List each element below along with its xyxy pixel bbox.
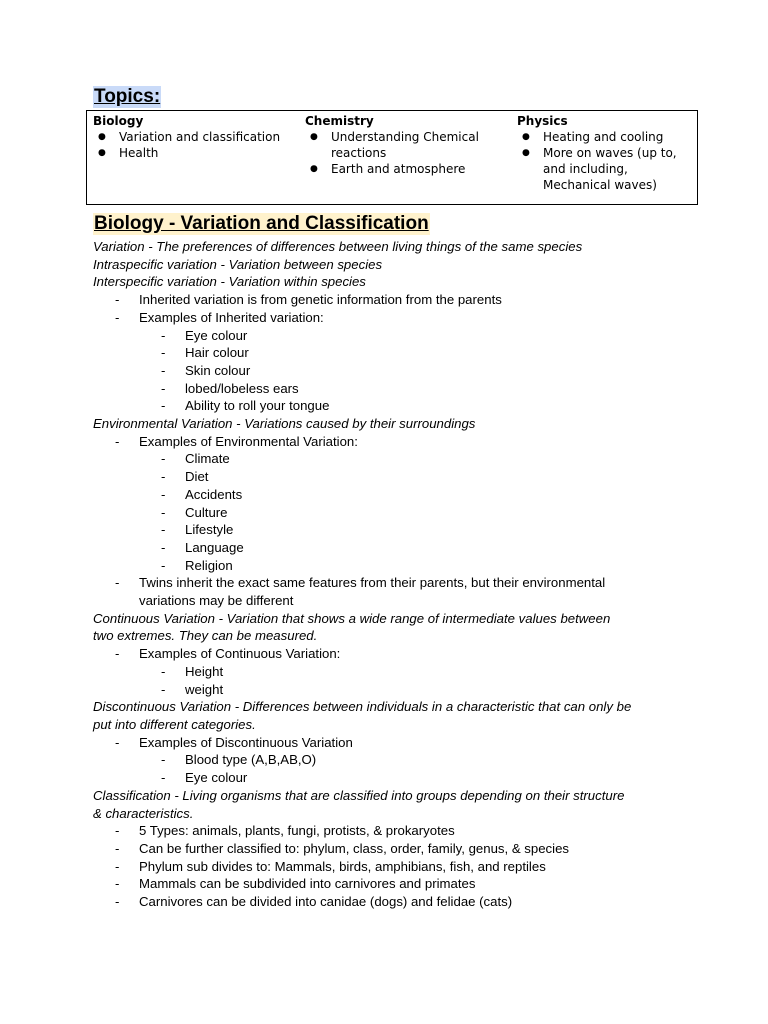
line-text: Interspecific variation - Variation within species (93, 274, 366, 290)
line-text: put into different categories. (93, 716, 256, 732)
list-item (93, 751, 683, 769)
list-item (93, 521, 683, 539)
definition-line (93, 610, 683, 628)
line-text: Eye colour (185, 327, 248, 343)
line-text: Culture (185, 504, 228, 520)
line-text: & characteristics. (93, 805, 194, 821)
topic-item: ● Health (98, 146, 159, 160)
list-item (93, 433, 683, 451)
definition-line (93, 698, 683, 716)
list-item (93, 875, 683, 893)
dash-bullet-icon: - (161, 770, 166, 786)
dash-bullet-icon: - (161, 398, 166, 414)
dash-bullet-icon: - (161, 504, 166, 520)
dash-bullet-icon: - (161, 327, 166, 343)
line-text: Examples of Environmental Variation: (139, 433, 358, 449)
list-item (93, 486, 683, 504)
list-item (93, 645, 683, 663)
line-text: Can be further classified to: phylum, class, order, family, genus, & species (139, 840, 570, 856)
line-text: Intraspecific variation - Variation between species (93, 256, 383, 272)
topic-list (87, 129, 297, 161)
line-text: variations may be different (139, 593, 294, 609)
list-item (93, 468, 683, 486)
line-text: Phylum sub divides to: Mammals, birds, amphibians, fish, and reptiles (139, 858, 546, 874)
list-item (93, 450, 683, 468)
topic-item: ● Earth and atmosphere (310, 162, 466, 176)
section-heading: Biology - Variation and Classification (94, 213, 429, 234)
list-item (93, 309, 683, 327)
dash-bullet-icon: - (115, 858, 120, 874)
dash-bullet-icon: - (161, 557, 166, 573)
line-text: Language (185, 539, 244, 555)
line-text: Accidents (185, 486, 243, 502)
dash-bullet-icon: - (115, 876, 120, 892)
list-item (93, 397, 683, 415)
topic-list (511, 129, 697, 193)
line-text: Lifestyle (185, 522, 234, 538)
dash-bullet-icon: - (161, 451, 166, 467)
dash-bullet-icon: - (161, 752, 166, 768)
line-text: 5 Types: animals, plants, fungi, protists, & prokaryotes (139, 823, 455, 839)
topic-item: ● More on waves (up to, and including, Mechanical waves) (522, 146, 677, 192)
line-text: Examples of Discontinuous Variation (139, 734, 353, 750)
list-item (93, 380, 683, 398)
bullet-icon: ● (310, 132, 318, 142)
dash-bullet-icon: - (115, 734, 120, 750)
line-text: Diet (185, 469, 209, 485)
list-item (93, 592, 683, 610)
line-text: Twins inherit the exact same features from their parents, but their environmental (139, 575, 606, 591)
dash-bullet-icon: - (161, 539, 166, 555)
topic-column-title: Biology (93, 114, 144, 128)
dash-bullet-icon: - (115, 433, 120, 449)
line-text: Discontinuous Variation - Differences between individuals in a characteristic that can only be (93, 699, 632, 715)
topic-column-title: Physics (517, 114, 568, 128)
line-text: Religion (185, 557, 233, 573)
dash-bullet-icon: - (161, 345, 166, 361)
dash-bullet-icon: - (115, 292, 120, 308)
dash-bullet-icon: - (161, 469, 166, 485)
dash-bullet-icon: - (115, 575, 120, 591)
topics-table (86, 110, 698, 205)
definition-line (93, 805, 683, 823)
dash-bullet-icon: - (115, 823, 120, 839)
line-text: weight (185, 681, 224, 697)
dash-bullet-icon: - (161, 681, 166, 697)
definition-line (93, 627, 683, 645)
line-text: lobed/lobeless ears (185, 380, 299, 396)
list-item (93, 574, 683, 592)
list-item (93, 327, 683, 345)
topic-column-biology (87, 113, 297, 161)
line-text: Continuous Variation - Variation that shows a wide range of intermediate values between (93, 610, 611, 626)
notes-body (93, 238, 683, 911)
line-text: Climate (185, 451, 230, 467)
bullet-icon: ● (310, 164, 318, 174)
dash-bullet-icon: - (161, 380, 166, 396)
list-item (93, 769, 683, 787)
topic-item: ● Variation and classification (98, 130, 281, 144)
line-text: Environmental Variation - Variations caused by their surroundings (93, 416, 476, 432)
list-item (93, 291, 683, 309)
topic-column-chemistry (299, 113, 509, 177)
topic-list (299, 129, 509, 177)
list-item (93, 504, 683, 522)
list-item (93, 557, 683, 575)
dash-bullet-icon: - (161, 362, 166, 378)
topic-column-title: Chemistry (305, 114, 374, 128)
line-text: Examples of Inherited variation: (139, 309, 324, 325)
dash-bullet-icon: - (115, 840, 120, 856)
list-item (93, 858, 683, 876)
definition-line (93, 716, 683, 734)
line-text: Eye colour (185, 770, 248, 786)
definition-line (93, 273, 683, 291)
list-item (93, 344, 683, 362)
dash-bullet-icon: - (161, 663, 166, 679)
topic-item: ● Understanding Chemical reactions (310, 130, 479, 160)
bullet-icon: ● (522, 132, 530, 142)
list-item (93, 663, 683, 681)
definition-line (93, 415, 683, 433)
line-text: Skin colour (185, 362, 251, 378)
topic-item: ● Heating and cooling (522, 130, 664, 144)
list-item (93, 840, 683, 858)
line-text: Ability to roll your tongue (185, 398, 330, 414)
definition-line (93, 256, 683, 274)
bullet-icon: ● (98, 132, 106, 142)
list-item (93, 822, 683, 840)
dash-bullet-icon: - (115, 646, 120, 662)
list-item (93, 362, 683, 380)
list-item (93, 893, 683, 911)
dash-bullet-icon: - (161, 486, 166, 502)
line-text: Classification - Living organisms that are classified into groups depending on their structure (93, 787, 625, 803)
line-text: Inherited variation is from genetic information from the parents (139, 292, 502, 308)
line-text: Mammals can be subdivided into carnivores and primates (139, 876, 476, 892)
line-text: Height (185, 663, 224, 679)
line-text: Examples of Continuous Variation: (139, 646, 341, 662)
list-item (93, 539, 683, 557)
list-item (93, 734, 683, 752)
definition-line (93, 787, 683, 805)
bullet-icon: ● (98, 148, 106, 158)
line-text: Hair colour (185, 345, 249, 361)
line-text: Blood type (A,B,AB,O) (185, 752, 317, 768)
line-text: Carnivores can be divided into canidae (dogs) and felidae (cats) (139, 894, 513, 910)
line-text: two extremes. They can be measured. (93, 628, 318, 644)
topics-heading: Topics: (94, 86, 161, 107)
bullet-icon: ● (522, 148, 530, 158)
dash-bullet-icon: - (115, 309, 120, 325)
dash-bullet-icon: - (161, 522, 166, 538)
line-text: Variation - The preferences of differences between living things of the same species (93, 239, 583, 254)
definition-line (93, 238, 683, 256)
topic-column-physics (511, 113, 697, 193)
list-item (93, 681, 683, 699)
dash-bullet-icon: - (115, 894, 120, 910)
